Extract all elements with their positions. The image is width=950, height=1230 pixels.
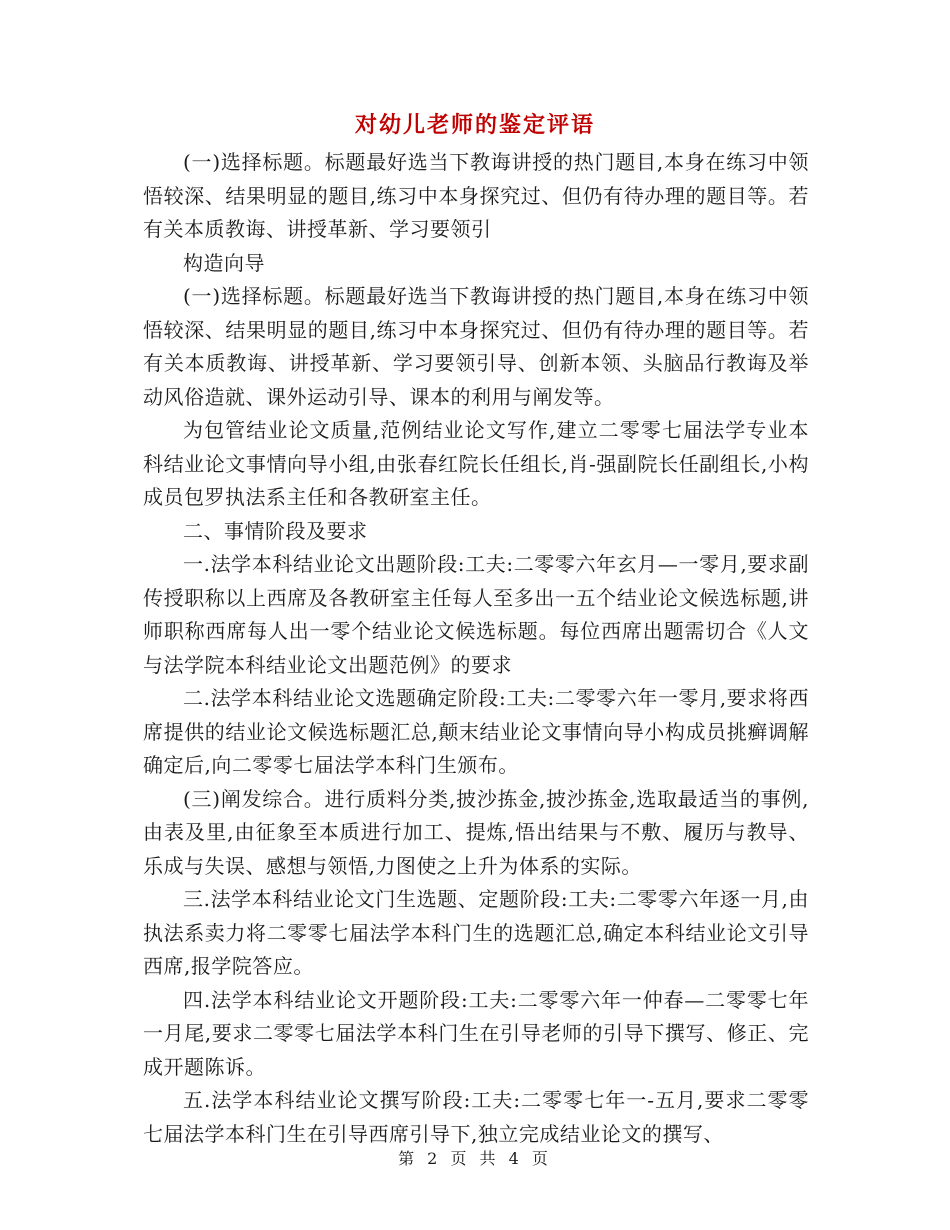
- paragraph-9: 三.法学本科结业论文门生选题、定题阶段:工夫:二零零六年逐一月,由执法系卖力将二零零七届法学本科门生的选题汇总,确定本科结业论文引导西席,报学院答应。: [143, 887, 809, 978]
- paragraph-11: 五.法学本科结业论文撰写阶段:工夫:二零零七年一-五月,要求二零零七届法学本科门生在引导西席引导下,独立完成结业论文的撰写、: [143, 1088, 809, 1146]
- document-title: 对幼儿老师的鉴定评语: [354, 112, 595, 138]
- paragraph-5: 二、事情阶段及要求: [183, 518, 368, 543]
- paragraph-7: 二.法学本科结业论文选题确定阶段:工夫:二零零六年一零月,要求将西席提供的结业论文候选标题汇总,颠末结业论文事情向导小构成员挑癣调解确定后,向二零零七届法学本科门生颁布。: [143, 686, 809, 777]
- paragraph-4: 为包管结业论文质量,范例结业论文写作,建立二零零七届法学专业本科结业论文事情向导小组,由张春红院长任组长,肖-强副院长任副组长,小构成员包罗执法系主任和各教研室主任。: [143, 418, 809, 509]
- paragraph-8: (三)阐发综合。进行质料分类,披沙拣金,披沙拣金,选取最适当的事例,由表及里,由征象至本质进行加工、提炼,悟出结果与不敷、履历与教导、乐成与失误、感想与领悟,力图使之上升为体系的实际。: [143, 786, 809, 878]
- paragraph-6: 一.法学本科结业论文出题阶段:工夫:二零零六年玄月—一零月,要求副传授职称以上西席及各教研室主任每人至多出一五个结业论文候选标题,讲师职称西席每人出一零个结业论文候选标题。每位西席出题需切合《人文与法学院本科结业论文出题范例》的要求: [143, 552, 809, 677]
- paragraph-10: 四.法学本科结业论文开题阶段:工夫:二零零六年一仲春—二零零七年一月尾,要求二零零七届法学本科门生在引导老师的引导下撰写、修正、完成开题陈诉。: [143, 987, 809, 1079]
- paragraph-2: 构造向导: [183, 250, 265, 275]
- document-body: [143, 146, 809, 1151]
- page-footer: 第 2 页 共 4 页: [398, 1149, 552, 1168]
- paragraph-1: (一)选择标题。标题最好选当下教诲讲授的热门题目,本身在练习中领悟较深、结果明显的题目,练习中本身探究过、但仍有待办理的题目等。若有关本质教诲、讲授革新、学习要领引: [143, 150, 809, 241]
- paragraph-3: (一)选择标题。标题最好选当下教诲讲授的热门题目,本身在练习中领悟较深、结果明显的题目,练习中本身探究过、但仍有待办理的题目等。若有关本质教诲、讲授革新、学习要领引导、创新本领、头脑品行教诲及举动风俗造就、课外运动引导、课本的利用与阐发等。: [143, 284, 809, 409]
